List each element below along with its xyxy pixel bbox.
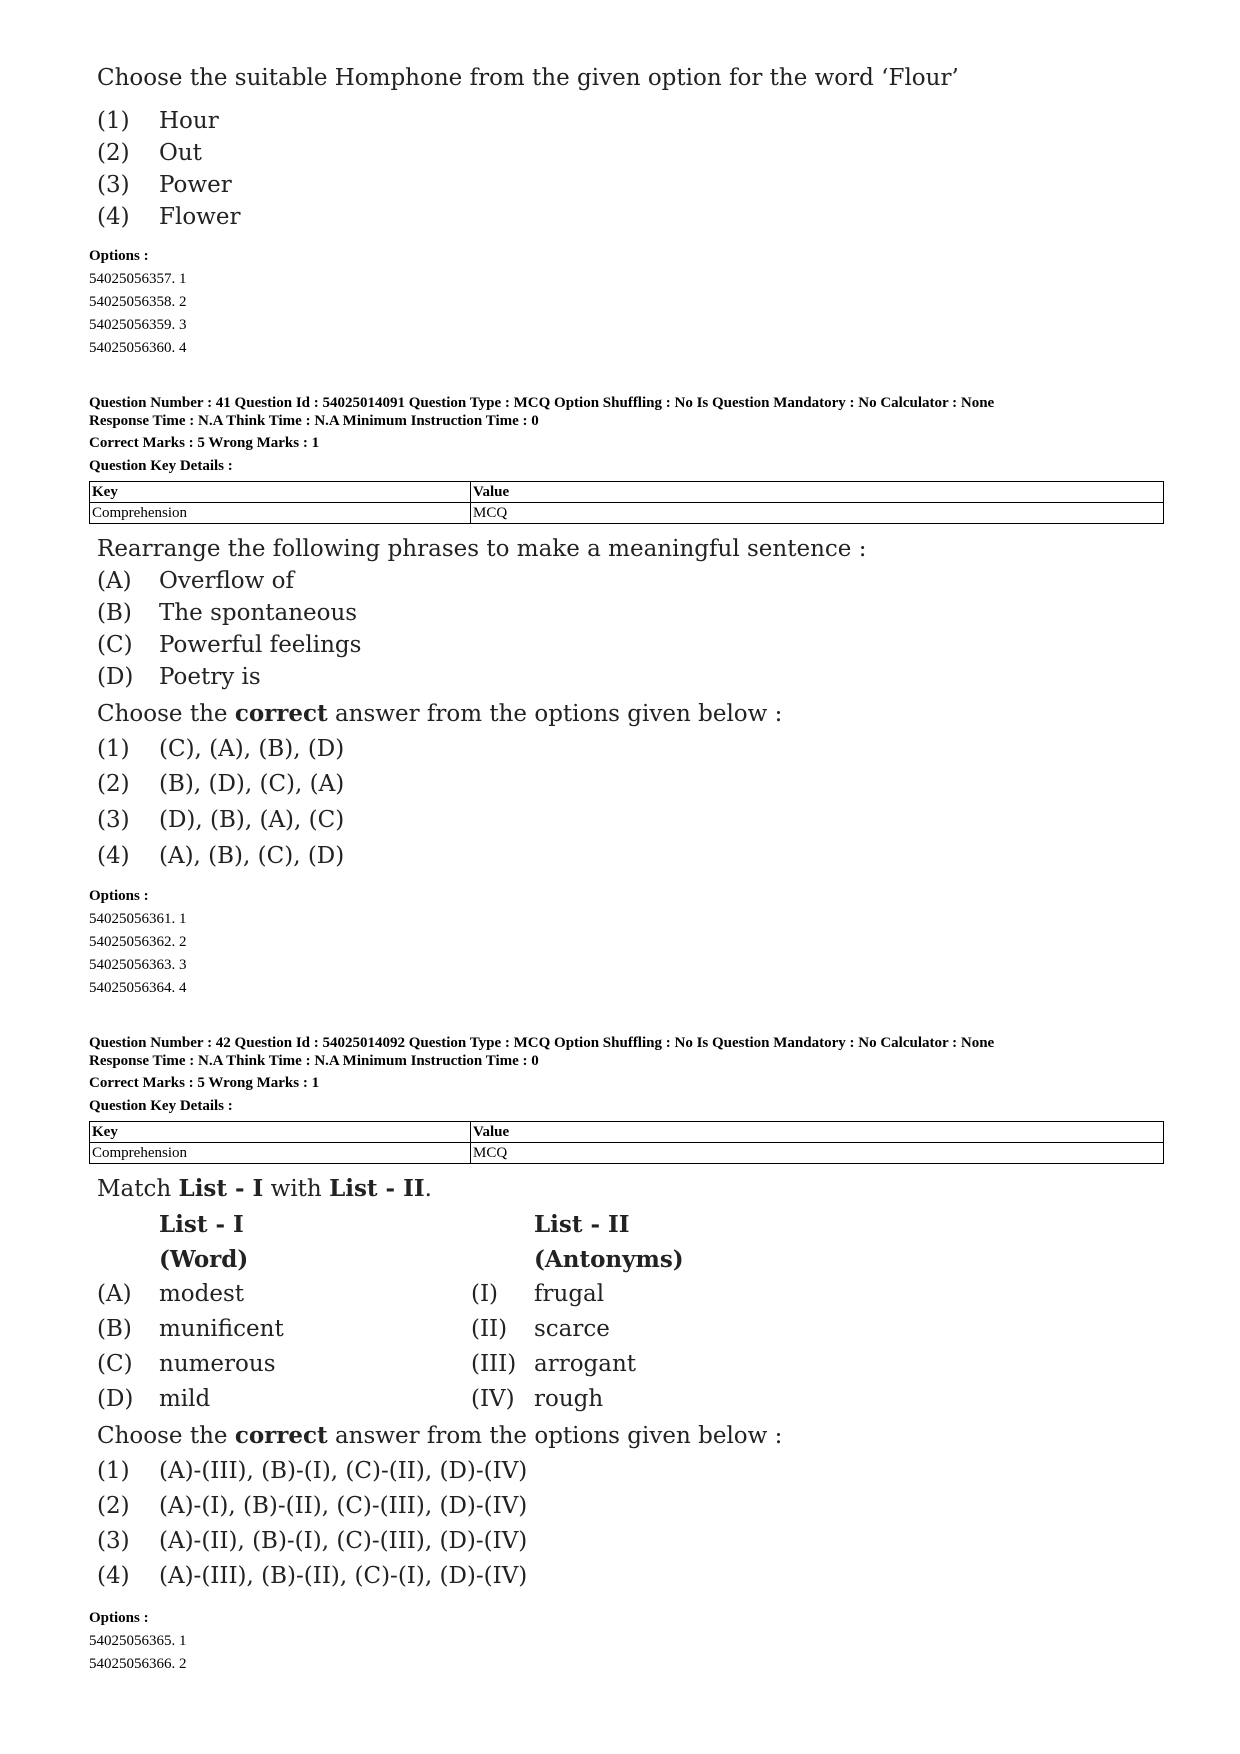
q42-options-label: Options : xyxy=(89,1610,149,1626)
q42-key-table xyxy=(89,1121,1164,1164)
q42-marks: Correct Marks : 5 Wrong Marks : 1 xyxy=(89,1075,320,1091)
q42-meta xyxy=(89,1034,1169,1070)
q41-option-4: 54025056364. 4 xyxy=(89,980,187,996)
list2-title: List - II xyxy=(534,1211,630,1238)
q42-value-cell: MCQ xyxy=(471,1143,1164,1164)
match-row-a: (A) modest (I) frugal xyxy=(97,1281,605,1307)
match-row-d: (D) mild (IV) rough xyxy=(97,1386,604,1412)
q41-value-cell: MCQ xyxy=(471,503,1164,524)
q40-option-4: 54025056360. 4 xyxy=(89,340,187,356)
q41-key-cell: Comprehension xyxy=(90,503,471,524)
q41-value-header: Value xyxy=(471,482,1164,503)
q41-meta xyxy=(89,394,1169,430)
q42-key-details-label: Question Key Details : xyxy=(89,1098,233,1114)
q41-meta-line2: Response Time : N.A Think Time : N.A Minimum Instruction Time : 0 xyxy=(89,413,539,429)
q42-option-2: 54025056366. 2 xyxy=(89,1656,187,1672)
q42-option-1: 54025056365. 1 xyxy=(89,1633,187,1649)
list2-subtitle: (Antonyms) xyxy=(534,1246,684,1273)
q41-key-details-label: Question Key Details : xyxy=(89,458,233,474)
q41-key-table xyxy=(89,481,1164,524)
q41-option-3: 54025056363. 3 xyxy=(89,957,187,973)
q41-prompt: Rearrange the following phrases to make a meaningful sentence : xyxy=(97,536,867,562)
match-row-c: (C) numerous (III) arrogant xyxy=(97,1351,637,1377)
q42-key-cell: Comprehension xyxy=(90,1143,471,1164)
list1-subtitle: (Word) xyxy=(159,1246,249,1273)
q41-key-header: Key xyxy=(90,482,471,503)
q40-options-label: Options : xyxy=(89,248,149,264)
q40-option-2: 54025056358. 2 xyxy=(89,294,187,310)
exam-page: Choose the suitable Homphone from the given option for the word ‘Flour’ (1) Hour (2) Out (3) Power (4) Flower Options : 54025056357. 1 54025056358. 2 54025056359. 3 54025056360. 4 Question Number : 41 Question Id : 54025014091 Question Type : MCQ Option Shuffling : No Is Question Mandatory : No Calculator : None Response Time : N.A Think Time : N.A Minimum Instruction Time : 0 Correct Marks : 5 Wrong Marks : 1 Question Key Details : Key Value Comprehension MCQ Rearrange the following phrases to make a meaningful sentence : (A) Overflow of (B) The spontaneous (C) Powerful feelings (D) Poetry is Choose the correct answer from the options given below : (1) (C), (A), (B), (D) (2) (B), (D), (C), (A) (3) (D), (B), (A), (C) (4) (A), (B), (C), (D) Options : 54025056361. 1 54025056362. 2 54025056363. 3 54025056364. 4 Question Number : 42 Question Id : 54025014092 Question Type : MCQ Option Shuffling : No Is Question Mandatory : No Calculator : None Response Time : N.A Think Time : N.A Minimum Instruction Time : 0 Correct Marks : 5 Wrong Marks : 1 Question Key Details : Key Value Comprehension MCQ Match List - I with List - II. List - I List - II (Word) (Antonyms) (A) modest (I) frugal (B) munificent (II) scarce (C) numerous (III) arrogant (D) mild (IV) rough Choose the correct answer from the options given below : (1) (A)-(III), (B)-(I), (C)-(II), (D)-(IV) (2) (A)-(I), (B)-(II), (C)-(III), (D)-(IV) (3) (A)-(II), (B)-(I), (C)-(III), (D)-(IV) (4) (A)-(III), (B)-(II), (C)-(I), (D)-(IV) Options : 54025056365. 1 54025056366. 2 xyxy=(0,0,1240,1754)
q41-marks: Correct Marks : 5 Wrong Marks : 1 xyxy=(89,435,320,451)
q41-option-1: 54025056361. 1 xyxy=(89,911,187,927)
q40-option-1: 54025056357. 1 xyxy=(89,271,187,287)
q40-prompt: Choose the suitable Homphone from the given option for the word ‘Flour’ xyxy=(97,65,959,91)
list1-title: List - I xyxy=(159,1211,244,1238)
q41-choose-instruction: Choose the correct answer from the options given below : xyxy=(97,700,783,727)
q42-value-header: Value xyxy=(471,1122,1164,1143)
q41-option-2: 54025056362. 2 xyxy=(89,934,187,950)
q42-meta-line1: Question Number : 42 Question Id : 54025014092 Question Type : MCQ Option Shuffling : No Is Question Mandatory : No Calculator : None xyxy=(89,1035,995,1051)
q42-choose-instruction: Choose the correct answer from the options given below : xyxy=(97,1422,783,1449)
match-row-b: (B) munificent (II) scarce xyxy=(97,1316,610,1342)
q42-meta-line2: Response Time : N.A Think Time : N.A Minimum Instruction Time : 0 xyxy=(89,1053,539,1069)
q42-prompt: Match List - I with List - II. xyxy=(97,1175,432,1202)
q40-option-3: 54025056359. 3 xyxy=(89,317,187,333)
q41-meta-line1: Question Number : 41 Question Id : 54025014091 Question Type : MCQ Option Shuffling : No Is Question Mandatory : No Calculator : None xyxy=(89,395,995,411)
q41-options-label: Options : xyxy=(89,888,149,904)
q42-key-header: Key xyxy=(90,1122,471,1143)
